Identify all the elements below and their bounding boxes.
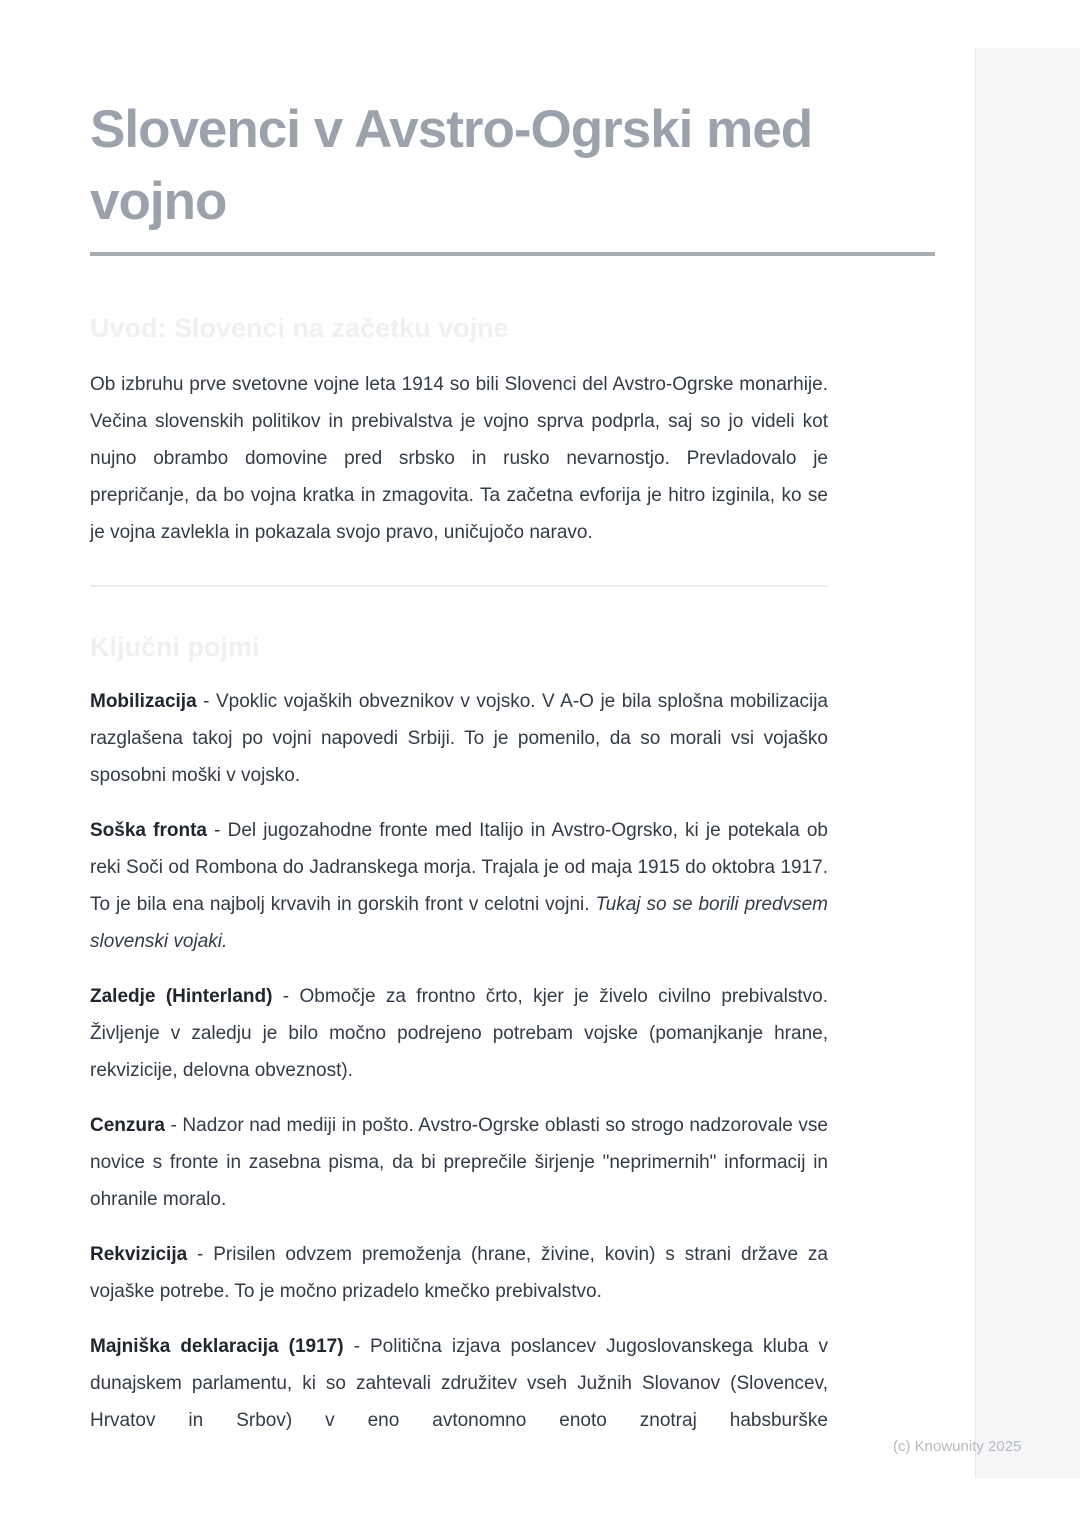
term-name: Majniška deklaracija (1917) (90, 1336, 344, 1357)
term-definition: - Vpoklic vojaških obveznikov v vojsko. V A-O je bila splošna mobilizacija razglašena takoj po vojni napovedi Srbiji. To je pomenilo, da so morali vsi vojaško sposobni moški v vojsko. (90, 691, 828, 786)
term-paragraph-rekvizicija (90, 1236, 828, 1310)
term-name: Soška fronta (90, 820, 207, 841)
section-divider (90, 585, 828, 587)
title-divider (90, 252, 935, 256)
term-name: Rekvizicija (90, 1244, 188, 1265)
term-paragraph-mobilizacija (90, 683, 828, 794)
term-definition: - Prisilen odvzem premoženja (hrane, živine, kovin) s strani države za vojaške potrebe. To je močno prizadelo kmečko prebivalstvo. (90, 1244, 828, 1302)
term-definition: - Del jugozahodne fronte med Italijo in Avstro-Ogrsko, ki je potekala ob reki Soči od Rombona do Jadranskega morja. Trajala je od maja 1915 do oktobra 1917. To je bila ena najbolj krvavih in gorskih front v celotni vojni. (90, 820, 828, 915)
term-paragraph-majniska-deklaracija (90, 1328, 828, 1439)
term-paragraph-zaledje (90, 978, 828, 1089)
term-name: Mobilizacija (90, 691, 197, 712)
term-note-italic: Tukaj so se borili predvsem slovenski vojaki. (90, 894, 828, 952)
copyright-watermark: (c) Knowunity 2025 (893, 1438, 1022, 1455)
term-name: Zaledje (Hinterland) (90, 986, 273, 1007)
term-paragraph-cenzura (90, 1107, 828, 1218)
document-content (90, 94, 828, 1439)
term-definition: - Nadzor nad mediji in pošto. Avstro-Ogrske oblasti so strogo nadzorovale vse novice s fronte in zasebna pisma, da bi preprečile širjenje "neprimernih" informacij in ohranile moralo. (90, 1115, 828, 1210)
section-heading-kljucni-pojmi: Ključni pojmi (90, 632, 260, 662)
term-definition: - Območje za frontno črto, kjer je živelo civilno prebivalstvo. Življenje v zaledju je bilo močno podrejeno potrebam vojske (pomanjkanje hrane, rekvizicije, delovna obveznost). (90, 986, 828, 1081)
term-definition: - Politična izjava poslancev Jugoslovanskega kluba v dunajskem parlamentu, ki so zahtevali združitev vseh Južnih Slovanov (Slovencev, Hrvatov in Srbov) v eno avtonomno enoto znotraj habsburške (90, 1336, 828, 1431)
page-title: Slovenci v Avstro-Ogrski med vojno (90, 100, 813, 231)
section-heading-uvod: Uvod: Slovenci na začetku vojne (90, 313, 509, 343)
term-paragraph-soska-fronta (90, 812, 828, 960)
intro-paragraph: Ob izbruhu prve svetovne vojne leta 1914 so bili Slovenci del Avstro-Ogrske monarhije. Večina slovenskih politikov in prebivalstva je vojno sprva podprla, saj so jo videli kot nujno obrambo domovine pred srbsko in rusko nevarnostjo. Prevladovalo je prepričanje, da bo vojna kratka in zmagovita. Ta začetna evforija je hitro izginila, ko se je vojna zavlekla in pokazala svojo pravo, uničujočo naravo. (90, 374, 828, 543)
page-edge-strip (975, 48, 1080, 1478)
term-name: Cenzura (90, 1115, 165, 1136)
